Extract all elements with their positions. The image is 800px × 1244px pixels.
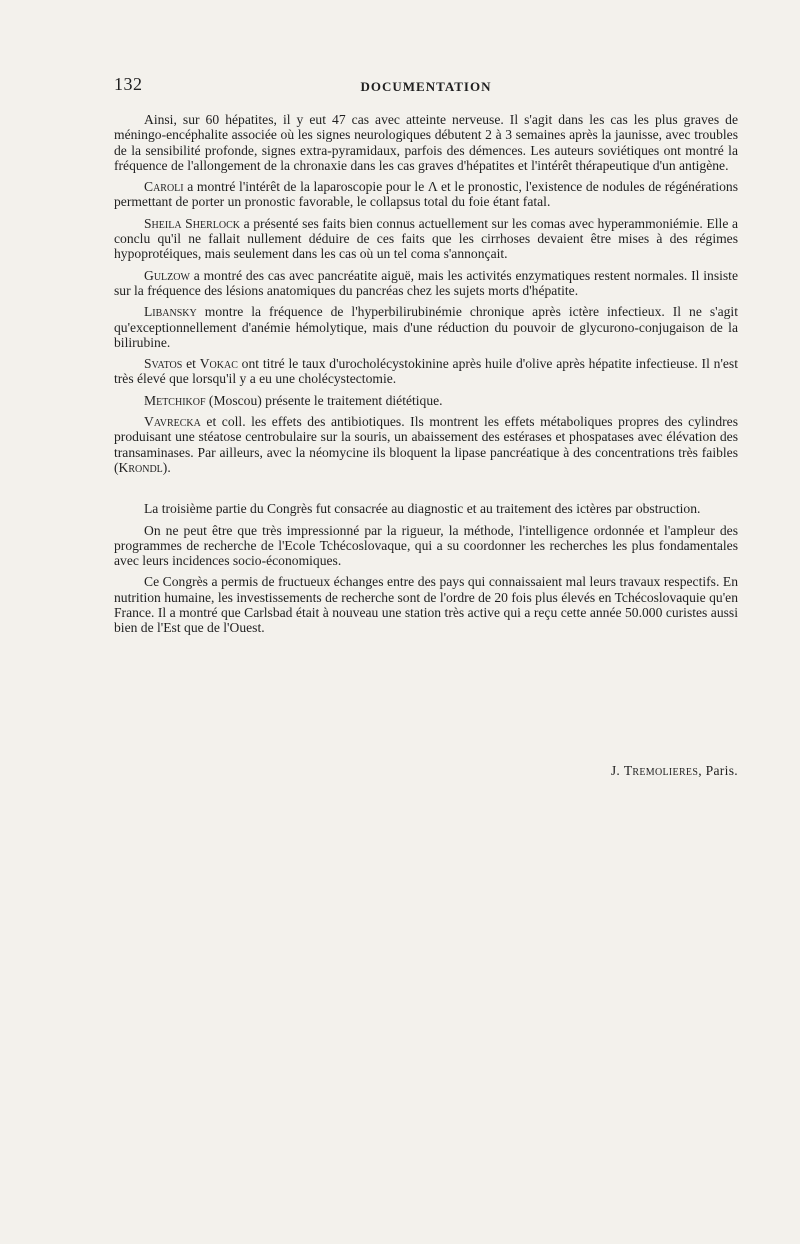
paragraph-text: montre la fréquence de l'hyperbilirubinémie chronique après ictère infectieux. Il ne s'agit qu'exceptionnellement d'anémie hémolytique, mais d'une réduction du pouvoir de glycurono-conjugaison de la bilirubine.: [114, 304, 738, 350]
paragraph-7: [114, 393, 738, 408]
author-name: Svatos: [144, 356, 183, 372]
running-head: DOCUMENTATION: [360, 79, 492, 94]
paragraph-text: a montré l'intérêt de la laparoscopie pour le Λ et le pronostic, l'existence de nodules de régénérations permettant de porter un pronostic favorable, le collapsus total du foie étant fatal.: [114, 179, 738, 210]
paragraph-end: ).: [162, 459, 171, 475]
author-name: Caroli: [144, 179, 184, 195]
paragraph-9: La troisième partie du Congrès fut consacrée au diagnostic et au traitement des ictères par obstruction.: [144, 501, 701, 517]
author-name: Gulzow: [144, 267, 190, 283]
paragraph-11: Ce Congrès a permis de fructueux échanges entre des pays qui connaissaient mal leurs travaux respectifs. En nutrition humaine, les investissements de recherche sont de l'ordre de 20 fois plus élevés en Tchécoslovaquie qu'en France. Il a montré que Carlsbad était à nouveau une station très active qui a reçu cette année 50.000 curistes aussi bien de l'Est que de l'Ouest.: [114, 574, 738, 636]
paragraph-text: et coll. les effets des antibiotiques. Ils montrent les effets métaboliques propres des cylindres produisant une stéatose centrobulaire sur la souris, un abaissement des estérases et phospatases avec élévation des transaminases. Par ailleurs, avec la néomycine ils bloquent la lipase pancréatique à des concentrations très faibles (: [114, 414, 738, 475]
paragraph-4: [114, 268, 738, 299]
author-signature: [114, 763, 738, 779]
citation-name: Krondl: [118, 459, 163, 475]
author-name: Sheila Sherlock: [144, 215, 240, 231]
author-name: Libansky: [144, 304, 197, 320]
paragraph-2: [114, 179, 738, 210]
page-header: [114, 74, 738, 98]
page-number: 132: [114, 74, 143, 94]
author-name: Vavrecka: [144, 414, 201, 430]
article-body: [114, 112, 738, 642]
paragraph-1: Ainsi, sur 60 hépatites, il y eut 47 cas avec atteinte nerveuse. Il s'agit dans les cas les plus graves de méningo-encéphalite associée où les signes neurologiques débutent 2 à 3 semaines après la jaunisse, avec troubles de la sensibilité profonde, signes extra-pyramidaux, parfois des démences. Les auteurs soviétiques ont montré la fréquence de l'allongement de la chronaxie dans les cas graves d'hépatites et l'intérêt thérapeutique d'un antigène.: [114, 112, 738, 173]
paragraph-text: a montré des cas avec pancréatite aiguë, mais les activités enzymatiques restent normales. Il insiste sur la fréquence des lésions anatomiques du pancréas chez les sujets morts d'hépatite.: [114, 267, 738, 298]
paragraph-text: ont titré le taux d'urocholécystokinine après huile d'olive après hépatite infectieuse. Il n'est très élevé que lorsqu'il y a eu une cholécystectomie.: [114, 356, 738, 387]
paragraph-text: a présenté ses faits bien connus actuellement sur les comas avec hyperammoniémie. Elle a conclu qu'il ne fallait nullement déduire de ces faits que les cirrhoses devaient être mises à des régimes hypoprotéiques, mais seulement dans les cas où un tel coma s'annonçait.: [114, 215, 739, 262]
author-name: Metchikof: [144, 392, 206, 408]
paragraph-6: [114, 356, 738, 387]
author-name: Vokac: [199, 356, 238, 372]
paragraph-3: [114, 216, 738, 262]
signature-initial: J.: [610, 763, 624, 778]
paragraph-text: (Moscou) présente le traitement diététique.: [205, 392, 443, 408]
paragraph-8: [114, 414, 738, 475]
signature-name: Tremolieres: [623, 763, 699, 778]
paragraph-5: [114, 304, 738, 350]
section-gap: [114, 481, 738, 501]
paragraph-10: On ne peut être que très impressionné par la rigueur, la méthode, l'intelligence ordonnée et l'ampleur des programmes de recherche de l'Ecole Tchécoslovaque, qui a su coordonner les recherches les plus fondamentales avec leurs incidences socio-économiques.: [114, 522, 738, 569]
signature-place: , Paris.: [698, 763, 738, 778]
paragraph-join: et: [182, 356, 200, 372]
